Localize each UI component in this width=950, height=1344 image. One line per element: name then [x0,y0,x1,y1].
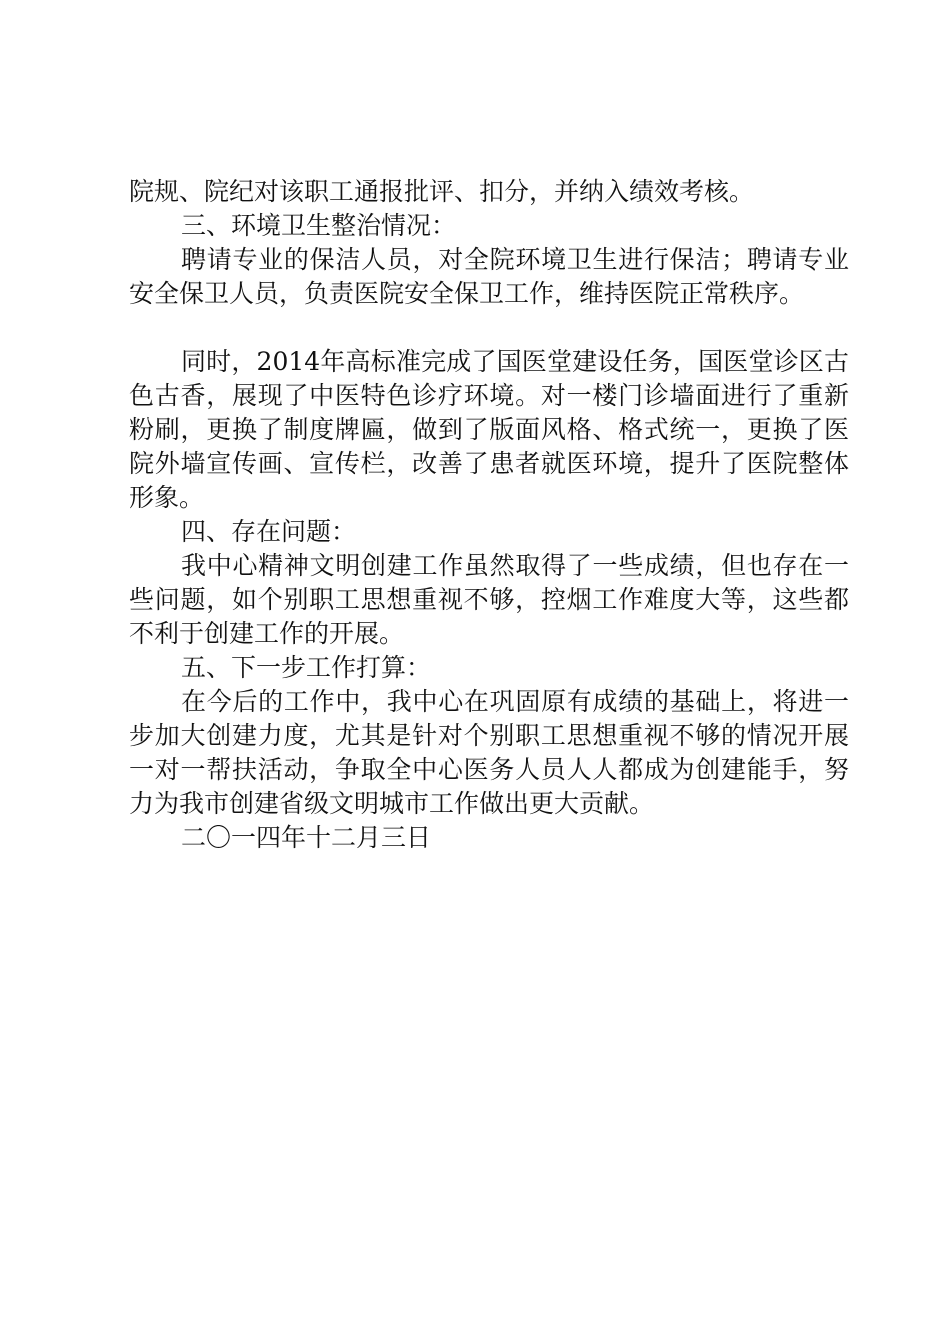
section-heading-environment: 三、环境卫生整治情况： [181,211,457,240]
paragraph-continuation: 院规、院纪对该职工通报批评、扣分，并纳入绩效考核。 [129,177,755,206]
section-heading-problems: 四、存在问题： [181,517,357,546]
document-body [129,175,849,855]
document-date: 二〇一四年十二月三日 [181,823,432,852]
paragraph-problems: 我中心精神文明创建工作虽然取得了一些成绩，但也存在一些问题，如个别职工思想重视不够，控烟工作难度大等，这些都不利于创建工作的开展。 [129,551,849,648]
paragraph-environment: 聘请专业的保洁人员，对全院环境卫生进行保洁；聘请专业安全保卫人员，负责医院安全保卫工作，维持医院正常秩序。 [129,245,849,308]
paragraph-achievements: 同时，2014年高标准完成了国医堂建设任务，国医堂诊区古色古香，展现了中医特色诊疗环境。对一楼门诊墙面进行了重新粉刷，更换了制度牌匾，做到了版面风格、格式统一，更换了医院外墙宣传画、宣传栏，改善了患者就医环境，提升了医院整体形象。 [129,347,849,512]
section-heading-next-steps: 五、下一步工作打算： [181,653,432,682]
paragraph-next-steps: 在今后的工作中，我中心在巩固原有成绩的基础上，将进一步加大创建力度，尤其是针对个别职工思想重视不够的情况开展一对一帮扶活动，争取全中心医务人员人人都成为创建能手，努力为我市创建省级文明城市工作做出更大贡献。 [129,687,849,818]
